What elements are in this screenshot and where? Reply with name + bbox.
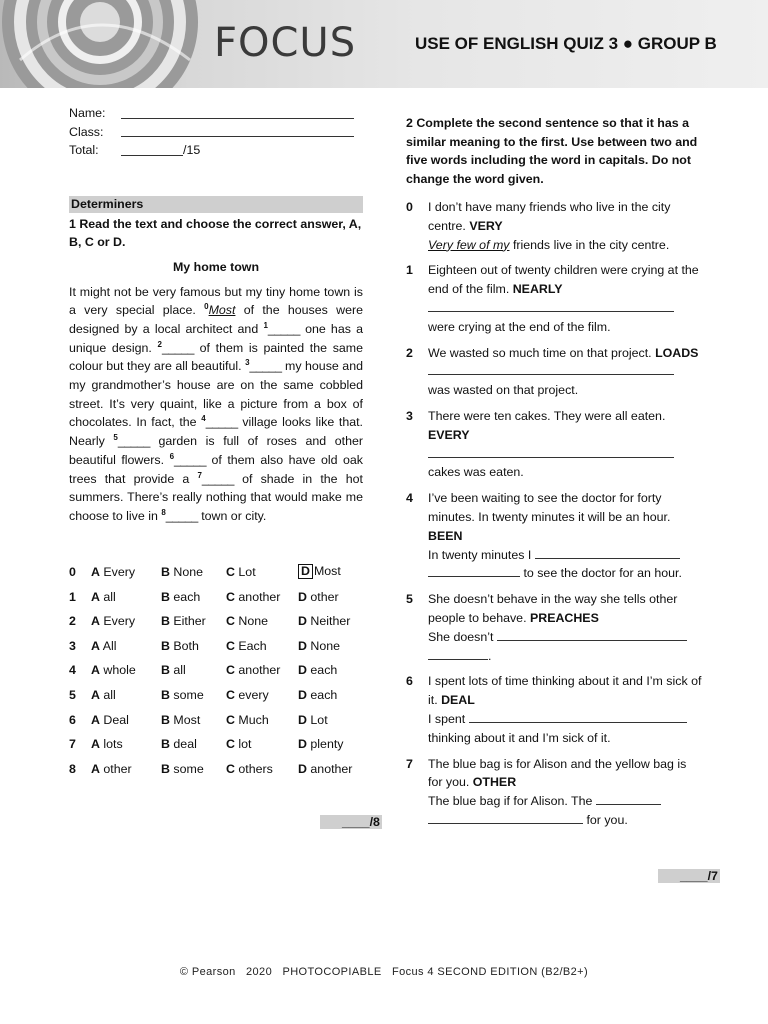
first-sentence: I’ve been waiting to see the doctor for forty minutes. In twenty minutes it will be an hour. <box>428 491 671 524</box>
answer-options-table <box>69 560 352 781</box>
option-text: lot <box>238 737 252 752</box>
option-letter: A <box>91 761 100 776</box>
item-body <box>428 344 702 400</box>
option-c[interactable] <box>226 658 298 683</box>
option-text: Much <box>238 712 269 727</box>
option-letter: A <box>91 564 100 579</box>
option-letter: C <box>226 589 235 604</box>
option-d[interactable] <box>298 707 352 732</box>
gap-number: 5 <box>113 433 118 443</box>
option-c[interactable] <box>226 707 298 732</box>
answer-line[interactable] <box>596 792 661 805</box>
question-number: 4 <box>69 663 76 678</box>
option-d[interactable] <box>298 756 352 781</box>
option-a[interactable] <box>91 756 161 781</box>
option-row <box>69 756 352 781</box>
gap-1[interactable]: _____ <box>267 321 300 336</box>
option-d[interactable] <box>298 584 352 609</box>
option-letter: D <box>298 589 307 604</box>
option-text: All <box>102 638 117 653</box>
key-word: NEARLY <box>512 282 563 297</box>
transformation-item <box>406 489 702 583</box>
option-a[interactable] <box>91 560 161 585</box>
key-word: BEEN <box>428 528 463 543</box>
option-text: Every <box>103 614 136 629</box>
option-letter: A <box>91 638 100 653</box>
gap-number: 8 <box>161 507 166 517</box>
story-part: town or city. <box>201 508 267 523</box>
gap-number: 4 <box>201 414 206 424</box>
option-d[interactable] <box>298 609 352 634</box>
transformation-item <box>406 672 702 747</box>
option-row <box>69 609 352 634</box>
option-text: Lot <box>310 712 328 727</box>
option-letter: D <box>298 638 307 653</box>
footer-year: 2020 <box>246 966 273 978</box>
first-sentence: There were ten cakes. They were all eaten. <box>428 408 666 423</box>
option-text: another <box>238 663 281 678</box>
option-text: other <box>310 589 339 604</box>
option-letter: A <box>91 712 100 727</box>
option-text: whole <box>103 663 136 678</box>
option-b[interactable] <box>161 584 226 609</box>
section-1-score <box>320 815 382 829</box>
option-letter: A <box>91 614 100 629</box>
option-letter: B <box>161 589 170 604</box>
answer-line[interactable] <box>469 710 687 723</box>
gap-3[interactable]: _____ <box>249 359 282 374</box>
gap-7[interactable]: _____ <box>201 471 234 486</box>
item-number: 5 <box>406 592 413 607</box>
key-word: EVERY <box>428 427 470 442</box>
answer-line[interactable] <box>428 811 583 824</box>
left-column <box>69 104 363 781</box>
option-text: every <box>238 687 269 702</box>
option-text: other <box>103 761 132 776</box>
option-text: Both <box>173 638 199 653</box>
answer-line[interactable] <box>428 445 674 458</box>
option-c[interactable] <box>226 756 298 781</box>
option-a[interactable] <box>91 584 161 609</box>
second-sentence: was wasted on that project. <box>428 383 579 398</box>
question-number: 5 <box>69 687 76 702</box>
gap-5[interactable]: _____ <box>117 434 150 449</box>
question-number: 6 <box>69 712 76 727</box>
option-text: each <box>310 687 338 702</box>
option-letter: D <box>298 687 307 702</box>
first-sentence: I spent lots of time thinking about it and I’m sick of it. <box>428 674 702 708</box>
story-part: village looks like that. Nearly <box>69 415 363 449</box>
option-a[interactable] <box>91 633 161 658</box>
option-letter: C <box>226 663 235 678</box>
option-text: Most <box>173 712 201 727</box>
key-word: OTHER <box>472 775 517 790</box>
section-2-score <box>658 869 720 883</box>
second-sentence-start: In twenty minutes I <box>428 547 532 562</box>
option-text: None <box>238 614 269 629</box>
option-row <box>69 707 352 732</box>
option-letter: C <box>226 761 235 776</box>
option-d[interactable] <box>298 658 352 683</box>
option-text: Each <box>238 638 267 653</box>
option-letter: A <box>91 663 100 678</box>
footer-edition: Focus 4 SECOND EDITION (B2/B2+) <box>391 966 589 978</box>
second-sentence-end: for you. <box>586 812 628 827</box>
option-letter: D <box>298 761 307 776</box>
story-part: of them is painted the same colour but they are all beautiful. <box>69 340 364 374</box>
option-text: Neither <box>310 614 351 629</box>
gap-number: 2 <box>157 339 162 349</box>
gap-number: 3 <box>245 358 250 368</box>
story-part: It might not be very famous but my tiny home town is a very special place. <box>69 284 363 318</box>
second-sentence-start: I spent <box>428 711 466 726</box>
option-text: some <box>173 687 204 702</box>
item-number: 7 <box>406 756 413 771</box>
transformation-item <box>406 407 702 482</box>
story-text <box>69 283 363 526</box>
option-row <box>69 560 352 585</box>
item-number: 3 <box>406 408 413 423</box>
item-number: 0 <box>406 200 413 214</box>
option-text: None <box>173 564 204 579</box>
footer-copyright: © Pearson <box>179 966 236 978</box>
option-text: all <box>103 589 116 604</box>
option-d[interactable] <box>298 732 352 757</box>
option-letter: A <box>91 737 100 752</box>
option-b[interactable] <box>161 560 226 585</box>
option-letter: D <box>298 614 307 629</box>
first-sentence: She doesn’t behave in the way she tells other people to behave. <box>428 592 678 625</box>
footer-photocopiable: PHOTOCOPIABLE <box>282 966 382 978</box>
total-field[interactable] <box>121 145 183 156</box>
option-letter: B <box>161 687 170 702</box>
quiz-title: USE OF ENGLISH QUIZ 3 ● GROUP B <box>415 34 717 53</box>
score-max: /7 <box>707 869 718 883</box>
gap-number: 1 <box>263 320 268 330</box>
option-a[interactable] <box>91 707 161 732</box>
transformation-items <box>406 198 702 830</box>
item-body <box>428 261 702 336</box>
class-label: Class: <box>69 124 104 139</box>
option-c[interactable] <box>226 584 298 609</box>
name-row <box>69 104 363 123</box>
option-row <box>69 584 352 609</box>
option-letter: D <box>298 663 307 678</box>
example-answer: Most <box>208 303 236 318</box>
option-text: None <box>310 638 341 653</box>
key-word: PREACHES <box>529 610 599 625</box>
option-letter: A <box>91 687 100 702</box>
page-footer <box>0 966 768 978</box>
option-d[interactable] <box>298 633 352 658</box>
gap-number: 0 <box>204 302 209 312</box>
option-d[interactable] <box>298 560 352 585</box>
option-letter: B <box>161 712 170 727</box>
option-c[interactable] <box>226 560 298 585</box>
option-letter: C <box>226 712 235 727</box>
option-b[interactable] <box>161 732 226 757</box>
option-c[interactable] <box>226 633 298 658</box>
example-answer: Very few of my <box>428 237 510 252</box>
header-banner <box>0 0 768 88</box>
first-sentence: We wasted so much time on that project. <box>428 345 652 360</box>
story-part: one has a unique design. <box>69 321 363 355</box>
first-sentence: Eighteen out of twenty children were crying at the end of the film. <box>428 263 699 297</box>
name-label: Name: <box>69 106 106 121</box>
option-row <box>69 683 352 708</box>
answer-line[interactable] <box>428 299 674 312</box>
option-text: Deal <box>103 712 129 727</box>
task-1-instructions: 1 Read the text and choose the correct answer, A, B, C or D. <box>69 216 362 249</box>
option-text: Every <box>103 564 136 579</box>
item-body <box>428 590 702 665</box>
option-b[interactable] <box>161 707 226 732</box>
option-row <box>69 658 352 683</box>
question-number: 0 <box>69 564 76 579</box>
option-text: plenty <box>310 737 344 752</box>
option-letter: A <box>91 589 100 604</box>
option-row <box>69 732 352 757</box>
story-part: of them also have old oak trees that provide a <box>69 452 363 486</box>
story-part: my house and my grandmother’s house are on the same cobbled street. It’s very quaint, like a picture from a box of chocolates. In fact, the <box>69 359 363 430</box>
option-text: each <box>173 589 201 604</box>
story-title: My home town <box>172 259 260 274</box>
item-body <box>428 489 702 583</box>
option-letter: D <box>298 737 307 752</box>
answer-line[interactable] <box>428 647 488 660</box>
option-text: others <box>238 761 273 776</box>
option-text: deal <box>173 737 197 752</box>
item-body <box>428 672 702 747</box>
gap-number: 7 <box>197 470 202 480</box>
first-sentence: The blue bag is for Alison and the yellow bag is for you. <box>428 756 687 790</box>
second-sentence-end: thinking about it and I’m sick of it. <box>428 730 611 745</box>
answer-line[interactable] <box>428 362 674 375</box>
option-c[interactable] <box>226 732 298 757</box>
total-label: Total: <box>69 143 99 158</box>
second-sentence-end: . <box>488 648 492 663</box>
option-text: another <box>238 589 281 604</box>
option-a[interactable] <box>91 683 161 708</box>
second-sentence: cakes was eaten. <box>428 465 524 480</box>
class-row <box>69 123 363 142</box>
option-letter: B <box>161 663 170 678</box>
gap-2[interactable]: _____ <box>161 340 194 355</box>
option-letter: B <box>161 638 170 653</box>
option-letter: C <box>226 737 235 752</box>
option-d[interactable] <box>298 683 352 708</box>
answer-line[interactable] <box>497 628 687 641</box>
option-a[interactable] <box>91 658 161 683</box>
item-body <box>428 755 702 830</box>
option-text: another <box>310 761 353 776</box>
gap-6[interactable]: _____ <box>174 452 206 467</box>
option-letter: B <box>161 737 170 752</box>
option-b[interactable] <box>161 756 226 781</box>
item-number: 6 <box>406 674 413 689</box>
option-text: Most <box>313 564 341 579</box>
option-text: each <box>310 663 338 678</box>
option-a[interactable] <box>91 732 161 757</box>
item-body <box>428 198 702 254</box>
option-letter: B <box>161 564 170 579</box>
option-b[interactable] <box>161 683 226 708</box>
answer-line[interactable] <box>535 546 680 559</box>
answer-line[interactable] <box>428 564 520 577</box>
story-part: garden is full of roses and other beautiful flowers. <box>69 434 363 467</box>
second-sentence-start: The blue bag if for Alison. The <box>428 794 593 809</box>
item-number: 1 <box>406 263 413 278</box>
brand-logo-text: FOCUS <box>214 20 357 66</box>
transformation-item <box>406 344 702 400</box>
score-max: /8 <box>369 815 380 829</box>
item-body <box>428 407 702 482</box>
second-sentence-end: to see the doctor for an hour. <box>523 566 682 581</box>
name-field[interactable] <box>121 108 354 119</box>
right-column <box>406 114 702 830</box>
option-letter: D <box>298 564 313 579</box>
transformation-item <box>406 755 702 830</box>
transformation-item <box>406 261 702 336</box>
option-letter: C <box>226 564 235 579</box>
transformation-item <box>406 198 702 254</box>
score-blank[interactable]: ____ <box>342 815 370 829</box>
story-part: of the houses were designed by a local architect and <box>69 303 363 336</box>
option-text: Lot <box>238 564 256 579</box>
question-number: 3 <box>69 638 76 653</box>
option-a[interactable] <box>91 609 161 634</box>
gap-8[interactable]: _____ <box>165 508 198 523</box>
key-word: DEAL <box>441 693 475 708</box>
total-row <box>69 141 363 160</box>
option-c[interactable] <box>226 609 298 634</box>
option-text: some <box>173 761 204 776</box>
total-max: /15 <box>183 143 201 158</box>
focus-logo-graphic <box>0 0 210 88</box>
gap-number: 6 <box>169 451 175 461</box>
question-number: 1 <box>69 589 76 604</box>
option-letter: D <box>298 712 307 727</box>
gap-4[interactable]: _____ <box>205 415 238 430</box>
section-heading: Determiners <box>69 196 363 213</box>
key-word: VERY <box>469 218 503 233</box>
question-number: 8 <box>69 761 76 776</box>
second-sentence-start: She doesn’t <box>428 629 494 644</box>
option-letter: C <box>226 614 235 629</box>
option-text: all <box>173 663 186 678</box>
option-b[interactable] <box>161 633 226 658</box>
item-number: 4 <box>406 491 413 506</box>
transformation-item <box>406 590 702 665</box>
option-letter: B <box>161 614 170 629</box>
key-word: LOADS <box>655 345 699 360</box>
story-part: of shade in the hot summers. There’s really nothing that would make me choose to live in <box>69 471 363 523</box>
task-2-instructions: 2 Complete the second sentence so that it has a similar meaning to the first. Use between two and five words including the word in capitals. Do not change the word given. <box>406 116 698 186</box>
option-text: all <box>103 687 116 702</box>
second-sentence: friends live in the city centre. <box>512 237 670 252</box>
second-sentence: were crying at the end of the film. <box>428 319 611 334</box>
score-blank[interactable]: ____ <box>680 869 708 883</box>
first-sentence: I don’t have many friends who live in the city centre. <box>428 200 671 233</box>
option-letter: C <box>226 638 235 653</box>
option-text: Either <box>173 614 206 629</box>
item-number: 2 <box>406 345 413 360</box>
option-c[interactable] <box>226 683 298 708</box>
option-text: lots <box>103 737 123 752</box>
question-number: 2 <box>69 614 76 629</box>
option-b[interactable] <box>161 658 226 683</box>
option-letter: B <box>161 761 170 776</box>
question-number: 7 <box>69 737 76 752</box>
option-row <box>69 633 352 658</box>
option-b[interactable] <box>161 609 226 634</box>
option-letter: C <box>226 687 235 702</box>
class-field[interactable] <box>121 126 354 137</box>
